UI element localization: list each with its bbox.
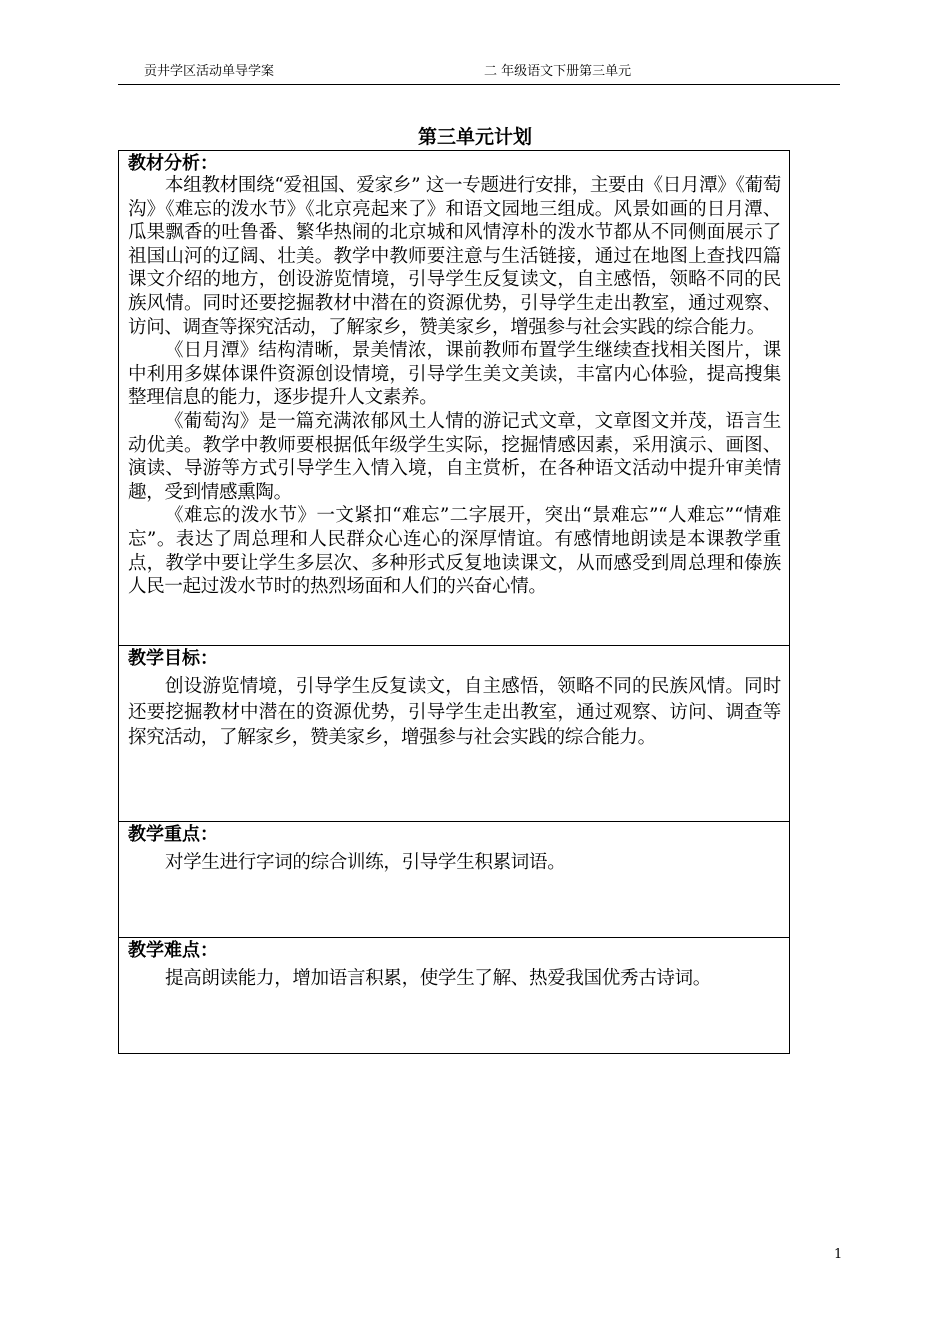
document-title: 第三单元计划 (417, 126, 532, 148)
textbook-analysis-heading: 教材分析： (128, 153, 218, 174)
analysis-paragraph: 本组教材围绕“爱祖国、爱家乡” 这一专题进行安排，主要由《日月潭》《葡萄沟》《难忘的泼水节》《北京亮起来了》和语文园地三组成。风景如画的日月潭、瓜果飘香的吐鲁番、繁华热闹的北京城和风情淳朴的泼水节都从不同侧面展示了祖国山河的辽阔、壮美。教学中教师要注意与生活链接，通过在地图上查找四篇课文介绍的地方，创设游览情境，引导学生反复读文，自主感悟，领略不同的民族风情。同时还要挖掘教材中潜在的资源优势，引导学生走出教室，通过观察、访问、调查等探究活动，了解家乡，赞美家乡，增强参与社会实践的综合能力。 (128, 175, 781, 338)
teaching-focus-section (119, 821, 789, 937)
analysis-paragraph: 《难忘的泼水节》一文紧扣“难忘”二字展开，突出“景难忘”“人难忘”“情难忘”。表达了周总理和人民群众心连心的深厚情谊。有感情地朗读是本课教学重点，教学中要让学生多层次、多种形式反复地读课文，从而感受到周总理和傣族人民一起过泼水节时的热烈场面和人们的兴奋心情。 (128, 505, 781, 598)
teaching-difficulty-heading: 教学难点： (128, 940, 218, 961)
page-number: 1 (834, 1247, 843, 1262)
textbook-analysis-section (119, 151, 789, 645)
teaching-difficulty-text: 提高朗读能力，增加语言积累，使学生了解、热爱我国优秀古诗词。 (165, 968, 712, 989)
teaching-goals-section (119, 645, 789, 821)
page-header (118, 62, 840, 85)
analysis-paragraph: 《日月潭》结构清晰，景美情浓，课前教师布置学生继续查找相关图片，课中利用多媒体课件资源创设情境，引导学生美文美读，丰富内心体验，提高搜集整理信息的能力，逐步提升人文素养。 (128, 340, 781, 409)
header-school-title: 贡井学区活动单导学案 (144, 64, 275, 79)
teaching-focus-heading: 教学重点： (128, 824, 218, 845)
unit-plan-table (118, 150, 790, 1054)
teaching-focus-text: 对学生进行字词的综合训练，引导学生积累词语。 (165, 852, 566, 873)
analysis-paragraph: 《葡萄沟》是一篇充满浓郁风土人情的游记式文章，文章图文并茂，语言生动优美。教学中教师要根据低年级学生实际，挖掘情感因素，采用演示、画图、演读、导游等方式引导学生入情入境，自主赏析，在各种语文活动中提升审美情趣，受到情感熏陶。 (128, 410, 781, 503)
teaching-goals-text: 创设游览情境，引导学生反复读文，自主感悟，领略不同的民族风情。同时还要挖掘教材中潜在的资源优势，引导学生走出教室，通过观察、访问、调查等探究活动，了解家乡，赞美家乡，增强参与社会实践的综合能力。 (128, 676, 781, 748)
header-course-title: 二 年级语文下册第三单元 (484, 64, 632, 79)
teaching-difficulty-section (119, 937, 789, 1053)
teaching-goals-heading: 教学目标： (128, 648, 218, 669)
